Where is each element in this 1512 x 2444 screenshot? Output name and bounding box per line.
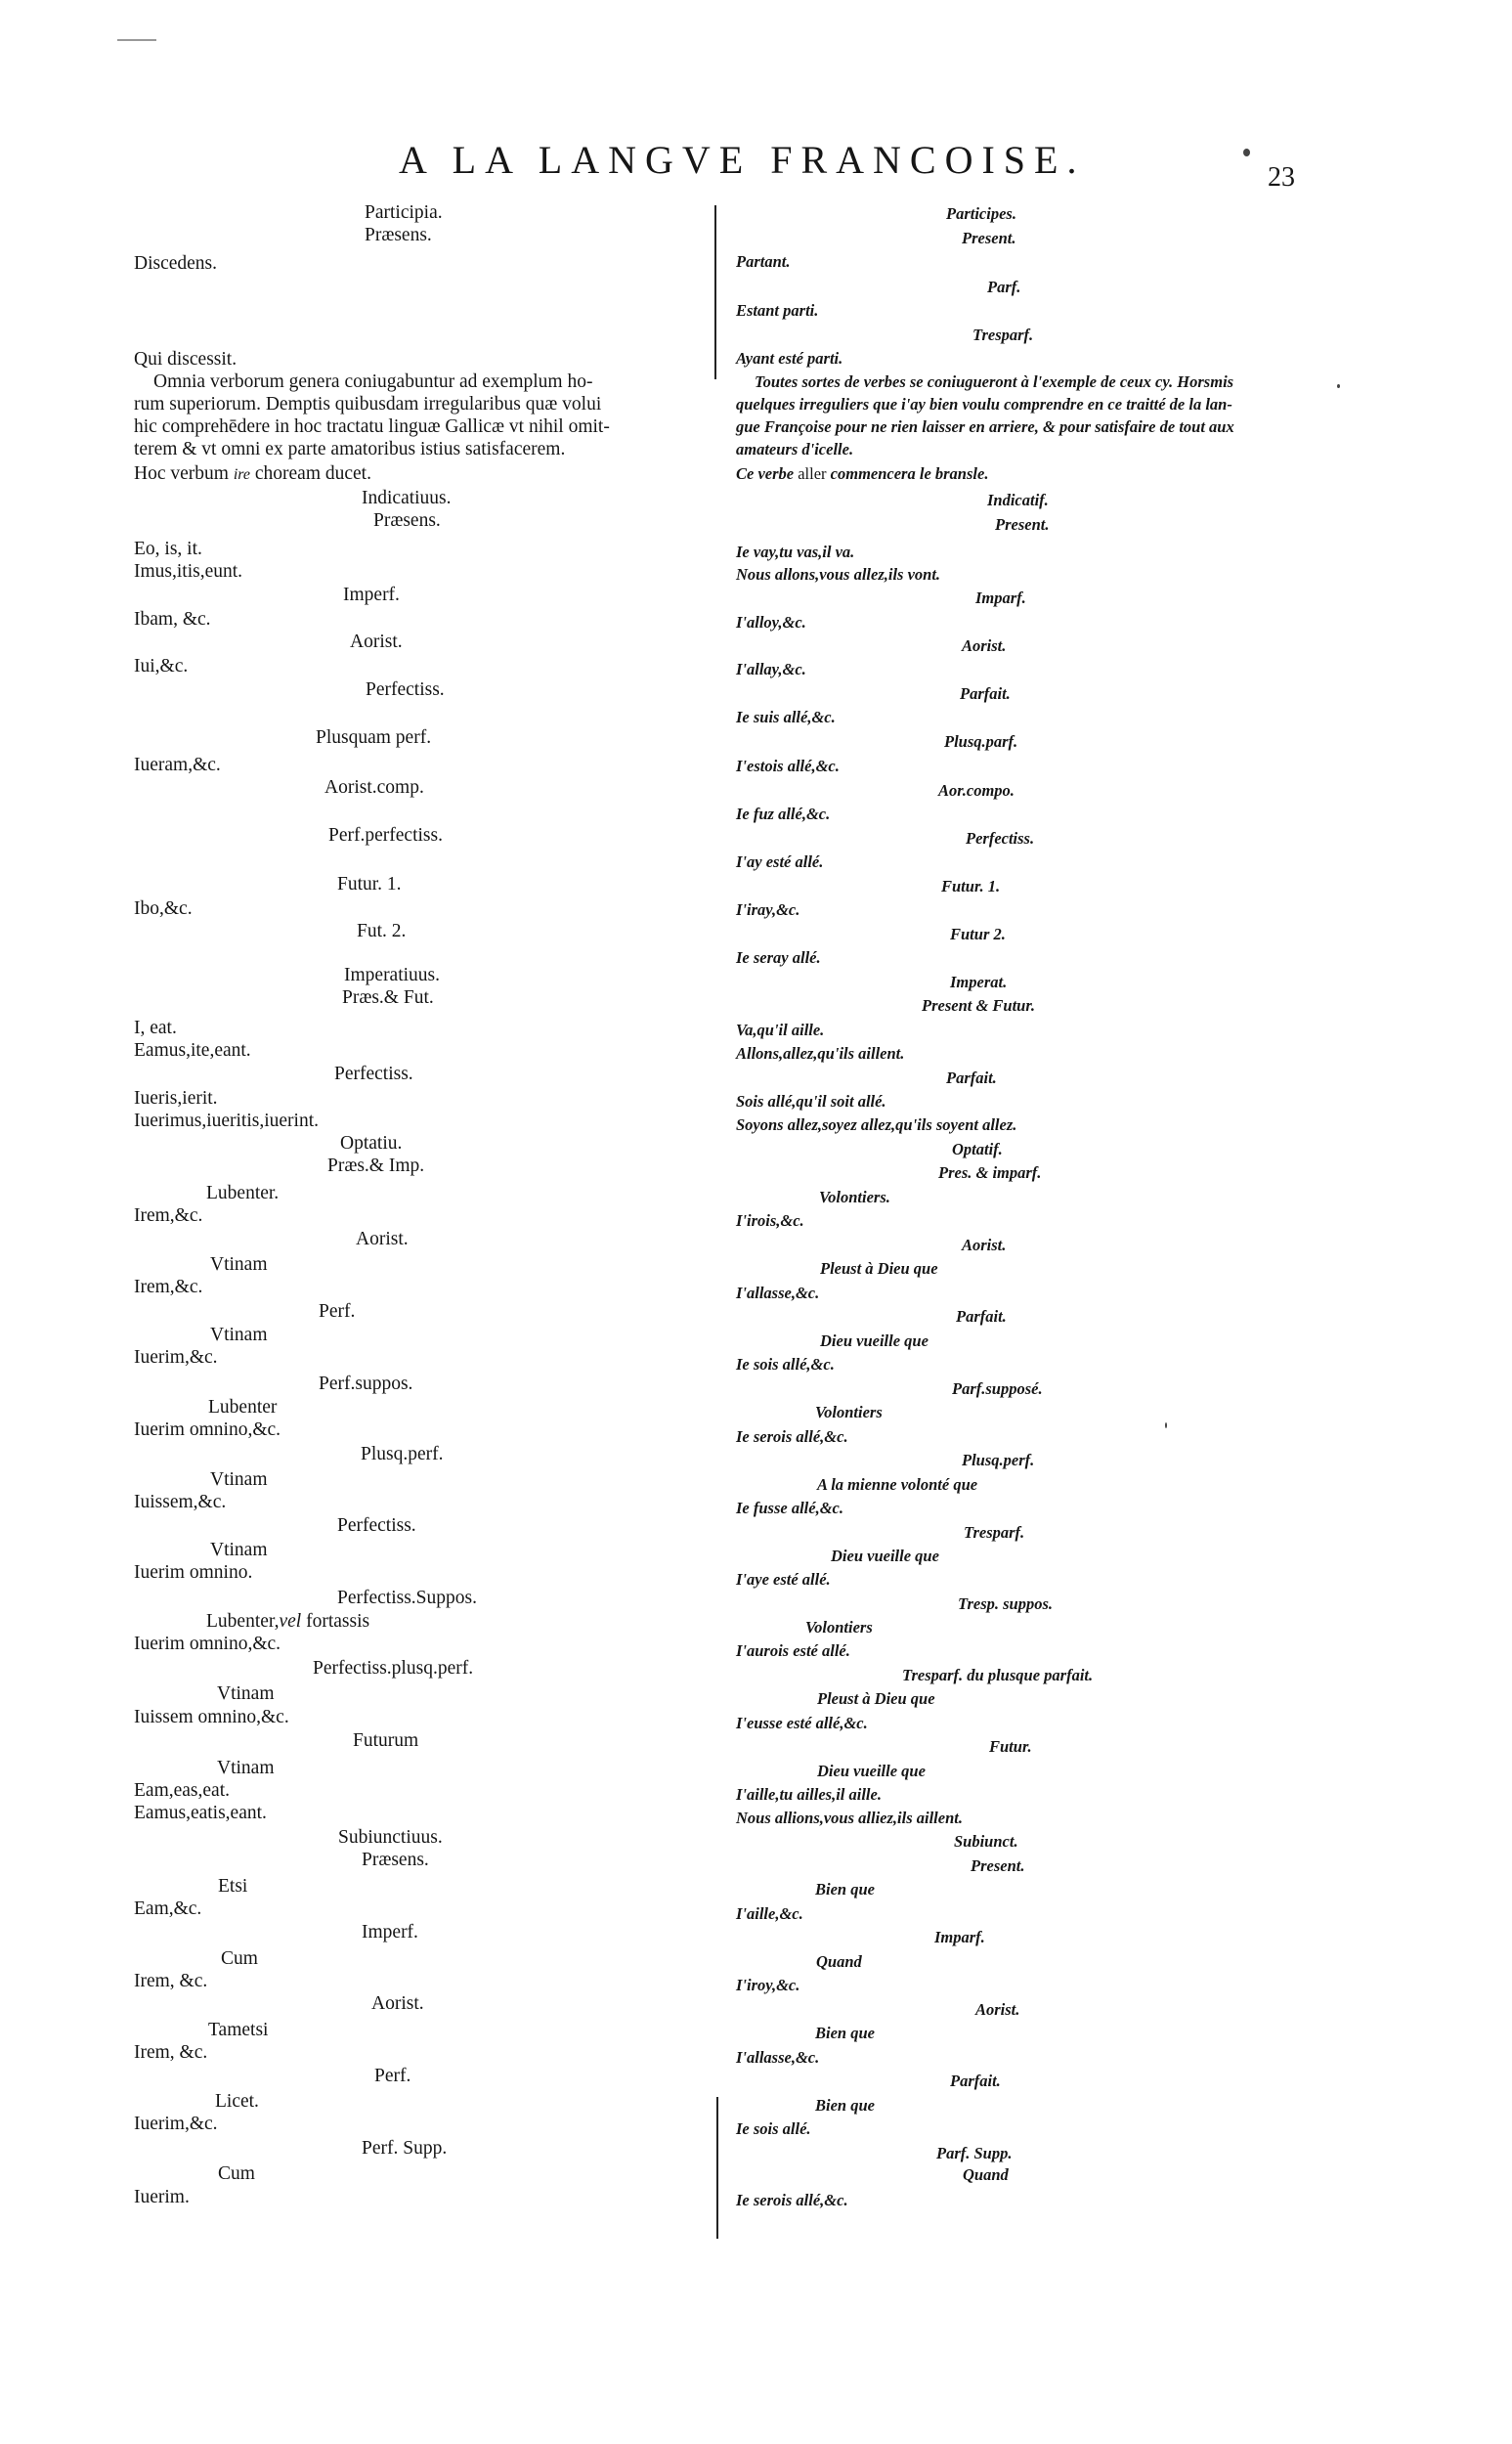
heading-optatiu: Optatiu. (340, 1133, 403, 1154)
heading-praesens: Præsens. (373, 510, 441, 531)
adverb-volontiers: Volontiers (805, 1618, 873, 1637)
heading-perfectiss: Perfectiss. (337, 1515, 416, 1536)
form-iuerim-omnino: Iuerim omnino,&c. (134, 1634, 281, 1654)
form-nous-allons: Nous allons,vous allez,ils vont. (736, 565, 941, 584)
heading-aorist: Aorist. (962, 636, 1007, 655)
adverb-cum: Cum (218, 2163, 255, 2184)
adverb-bien-que: Bien que (815, 2024, 875, 2042)
heading-imperatiuus: Imperatiuus. (344, 965, 441, 985)
adverb-lubenter-vel-fortassis: Lubenter,vel fortassis (206, 1611, 370, 1632)
note-line: hic comprehēdere in hoc tractatu linguæ Gallicæ vt nihil omit- (134, 416, 610, 437)
heading-perf: Perf. (319, 1301, 356, 1322)
heading-plusq-perf: Plusq.perf. (962, 1451, 1035, 1469)
form-ibam: Ibam, &c. (134, 609, 211, 630)
form-iuerim: Iuerim. (134, 2187, 190, 2207)
adverb-volontiers: Volontiers. (819, 1188, 890, 1206)
form-eo: Eo, is, it. (134, 539, 202, 559)
ink-speck (1337, 384, 1340, 388)
form-iaille: I'aille,&c. (736, 1904, 803, 1923)
form-ie-seray: Ie seray allé. (736, 948, 821, 967)
adverb-cum: Cum (221, 1948, 258, 1969)
form-eamus: Eamus,ite,eant. (134, 1040, 251, 1061)
heading-parfait: Parfait. (960, 684, 1011, 703)
heading-subiunct: Subiunct. (954, 1832, 1018, 1851)
adverb-lubenter: Lubenter (208, 1397, 278, 1418)
form-iuerim: Iuerim,&c. (134, 1347, 218, 1368)
heading-perf: Perf. (374, 2066, 411, 2086)
adverb-vtinam: Vtinam (210, 1540, 268, 1560)
form-sois-alle: Sois allé,qu'il soit allé. (736, 1092, 886, 1111)
heading-parfait: Parfait. (950, 2072, 1001, 2090)
heading-aorist: Aorist. (371, 1993, 424, 2014)
form-iallay: I'allay,&c. (736, 660, 806, 678)
adverb-bien-que: Bien que (815, 2096, 875, 2115)
adverb-licet: Licet. (215, 2091, 259, 2112)
ink-speck (1243, 149, 1250, 156)
form-eamus: Eamus,eatis,eant. (134, 1803, 267, 1823)
heading-imperat: Imperat. (950, 973, 1008, 991)
form-iueris: Iueris,ierit. (134, 1088, 218, 1109)
heading-present: Present. (995, 515, 1050, 534)
form-iaille: I'aille,tu ailles,il aille. (736, 1785, 882, 1804)
form-iaurois: I'aurois esté allé. (736, 1641, 850, 1660)
adverb-quand: Quand (963, 2165, 1009, 2184)
form-eam-eas: Eam,eas,eat. (134, 1780, 230, 1801)
form-ie-suis: Ie suis allé,&c. (736, 708, 836, 726)
form-nous-allions: Nous allions,vous alliez,ils aillent. (736, 1809, 963, 1827)
form-iui: Iui,&c. (134, 656, 189, 676)
heading-parfait: Parfait. (956, 1307, 1007, 1326)
heading-tresparf: Tresparf. (972, 326, 1034, 344)
heading-participes: Participes. (946, 204, 1016, 223)
heading-subiunctiuus: Subiunctiuus. (338, 1827, 443, 1848)
heading-perfectiss-plusq: Perfectiss.plusq.perf. (313, 1658, 474, 1679)
adverb-dieu-vueille: Dieu vueille que (831, 1547, 939, 1565)
form-ie-sois: Ie sois allé. (736, 2119, 811, 2138)
form-irem: Irem,&c. (134, 1277, 203, 1297)
heading-perf-suppos: Perf.suppos. (319, 1374, 413, 1394)
form-ie-fuz: Ie fuz allé,&c. (736, 805, 831, 823)
form-i-eat: I, eat. (134, 1018, 177, 1038)
note-line: rum superiorum. Demptis quibusdam irregularibus quæ volui (134, 394, 602, 415)
form-ie-fusse: Ie fusse allé,&c. (736, 1499, 843, 1517)
adverb-dieu-vueille: Dieu vueille que (817, 1762, 926, 1780)
form-qui-discessit: Qui discessit. (134, 349, 238, 370)
adverb-etsi: Etsi (218, 1876, 248, 1897)
heading-indicatif: Indicatif. (987, 491, 1049, 509)
form-irem: Irem, &c. (134, 2042, 208, 2063)
heading-plusq-parf: Plusq.parf. (944, 732, 1018, 751)
heading-aorist: Aorist. (350, 632, 403, 652)
heading-present-futur: Present & Futur. (922, 996, 1035, 1015)
heading-futurum: Futurum (353, 1730, 419, 1751)
heading-aorist: Aorist. (975, 2000, 1020, 2019)
note-line: Toutes sortes de verbes se coniugueront à l'exemple de ceux cy. Horsmis (755, 372, 1234, 391)
heading-plusq-perf: Plusq.perf. (361, 1444, 444, 1464)
column-divider-bottom (716, 2097, 718, 2239)
adverb-vtinam: Vtinam (210, 1469, 268, 1490)
adverb-a-la-mienne: A la mienne volonté que (817, 1475, 978, 1494)
form-iestois: I'estois allé,&c. (736, 757, 840, 775)
heading-perf-perfectiss: Perf.perfectiss. (328, 825, 443, 846)
form-iuerimus: Iuerimus,iueritis,iuerint. (134, 1111, 320, 1131)
heading-parfait: Parfait. (946, 1069, 997, 1087)
heading-parf: Parf. (987, 278, 1021, 296)
heading-tresparf-plusq: Tresparf. du plusque parfait. (902, 1666, 1094, 1684)
form-iiray: I'iray,&c. (736, 900, 800, 919)
heading-aorist: Aorist. (356, 1229, 409, 1249)
heading-praes-imp: Præs.& Imp. (327, 1156, 425, 1176)
note-line: amateurs d'icelle. (736, 440, 854, 458)
heading-praes-fut: Præs.& Fut. (342, 987, 434, 1008)
heading-imparf: Imparf. (934, 1928, 985, 1946)
adverb-vtinam: Vtinam (217, 1758, 275, 1778)
note-line: Omnia verborum genera coniugabuntur ad exemplum ho- (153, 371, 593, 392)
heading-praesens: Præsens. (365, 225, 432, 245)
heading-futur1: Futur. 1. (941, 877, 1001, 895)
form-imus: Imus,itis,eunt. (134, 561, 243, 582)
adverb-tametsi: Tametsi (208, 2020, 269, 2040)
heading-perfectiss: Perfectiss. (366, 679, 445, 700)
hoc-verbum-line: Hoc verbum ire choream ducet. (134, 463, 371, 484)
corner-mark (117, 39, 156, 41)
form-ie-sois: Ie sois allé,&c. (736, 1355, 835, 1374)
form-partant: Partant. (736, 252, 791, 271)
form-iueram: Iueram,&c. (134, 755, 221, 775)
heading-present: Present. (971, 1856, 1025, 1875)
ink-speck (1165, 1422, 1167, 1428)
form-ayant-este-parti: Ayant esté parti. (736, 349, 843, 368)
heading-aorist-comp: Aorist.comp. (324, 777, 424, 798)
form-iuissem-omnino: Iuissem omnino,&c. (134, 1707, 289, 1727)
ce-verbe-line: Ce verbe aller commencera le bransle. (736, 464, 989, 483)
heading-imparf: Imparf. (975, 589, 1026, 607)
heading-parf-supp: Parf. Supp. (936, 2144, 1013, 2162)
page-title: A LA LANGVE FRANCOISE. (399, 138, 1086, 182)
form-ibo: Ibo,&c. (134, 898, 193, 919)
heading-futur2: Futur 2. (950, 925, 1006, 943)
heading-aor-compo: Aor.compo. (938, 781, 1015, 800)
form-allons: Allons,allez,qu'ils aillent. (736, 1044, 905, 1063)
form-estant-parti: Estant parti. (736, 301, 819, 320)
heading-participia: Participia. (365, 202, 443, 223)
heading-present: Present. (962, 229, 1016, 247)
heading-praesens: Præsens. (362, 1850, 429, 1870)
heading-plusquam: Plusquam perf. (316, 727, 432, 748)
form-ie-serois: Ie serois allé,&c. (736, 1427, 848, 1446)
form-iuerim-omnino: Iuerim omnino. (134, 1562, 253, 1583)
form-discedens: Discedens. (134, 253, 218, 274)
page-number: 23 (1268, 162, 1295, 193)
heading-indicatiuus: Indicatiuus. (362, 488, 452, 508)
heading-futur: Futur. (989, 1737, 1032, 1756)
heading-tresp-suppos: Tresp. suppos. (958, 1594, 1054, 1613)
form-iuerim-omnino: Iuerim omnino,&c. (134, 1419, 281, 1440)
form-iaye-este: I'aye esté allé. (736, 1570, 831, 1589)
heading-perfectiss: Perfectiss. (334, 1064, 413, 1084)
note-line: terem & vt omni ex parte amatoribus istius satisfacerem. (134, 439, 566, 459)
adverb-vtinam: Vtinam (217, 1683, 275, 1704)
adverb-dieu-vueille: Dieu vueille que (820, 1331, 929, 1350)
heading-parf-suppose: Parf.supposé. (952, 1379, 1043, 1398)
form-ieusse: I'eusse esté allé,&c. (736, 1714, 868, 1732)
form-eam: Eam,&c. (134, 1898, 202, 1919)
heading-fut2: Fut. 2. (357, 921, 407, 941)
form-irem: Irem,&c. (134, 1205, 203, 1226)
heading-aorist: Aorist. (962, 1236, 1007, 1254)
form-irem: Irem, &c. (134, 1971, 208, 1991)
form-ie-vay: Ie vay,tu vas,il va. (736, 543, 855, 561)
heading-perfectiss: Perfectiss. (966, 829, 1035, 848)
form-va: Va,qu'il aille. (736, 1021, 825, 1039)
adverb-pleust: Pleust à Dieu que (820, 1259, 938, 1278)
form-iiroy: I'iroy,&c. (736, 1976, 800, 1994)
adverb-vtinam: Vtinam (210, 1325, 268, 1345)
heading-optatif: Optatif. (952, 1140, 1003, 1158)
heading-perf-supp: Perf. Supp. (362, 2138, 448, 2159)
heading-pres-imparf: Pres. & imparf. (938, 1163, 1042, 1182)
form-ie-serois: Ie serois allé,&c. (736, 2191, 848, 2209)
form-iallasse: I'allasse,&c. (736, 1284, 820, 1302)
form-iirois: I'irois,&c. (736, 1211, 804, 1230)
form-iay-este: I'ay esté allé. (736, 852, 824, 871)
form-iuerim: Iuerim,&c. (134, 2114, 218, 2134)
adverb-bien-que: Bien que (815, 1880, 875, 1898)
form-ialloy: I'alloy,&c. (736, 613, 806, 632)
adverb-quand: Quand (816, 1952, 862, 1971)
adverb-lubenter: Lubenter. (206, 1183, 280, 1203)
heading-tresparf: Tresparf. (964, 1523, 1025, 1542)
heading-imperf: Imperf. (343, 585, 400, 605)
note-line: gue Françoise pour ne rien laisser en arriere, & pour satisfaire de tout aux (736, 417, 1234, 436)
heading-imperf: Imperf. (362, 1922, 418, 1942)
adverb-volontiers: Volontiers (815, 1403, 883, 1421)
column-divider-top (714, 205, 716, 379)
form-soyons: Soyons allez,soyez allez,qu'ils soyent allez. (736, 1115, 1017, 1134)
adverb-pleust: Pleust à Dieu que (817, 1689, 935, 1708)
form-iuissem: Iuissem,&c. (134, 1492, 227, 1512)
note-line: quelques irreguliers que i'ay bien voulu comprendre en ce traitté de la lan- (736, 395, 1232, 414)
heading-perfectiss-suppos: Perfectiss.Suppos. (337, 1588, 477, 1608)
adverb-vtinam: Vtinam (210, 1254, 268, 1275)
form-iallasse: I'allasse,&c. (736, 2048, 820, 2067)
heading-futur1: Futur. 1. (337, 874, 402, 895)
